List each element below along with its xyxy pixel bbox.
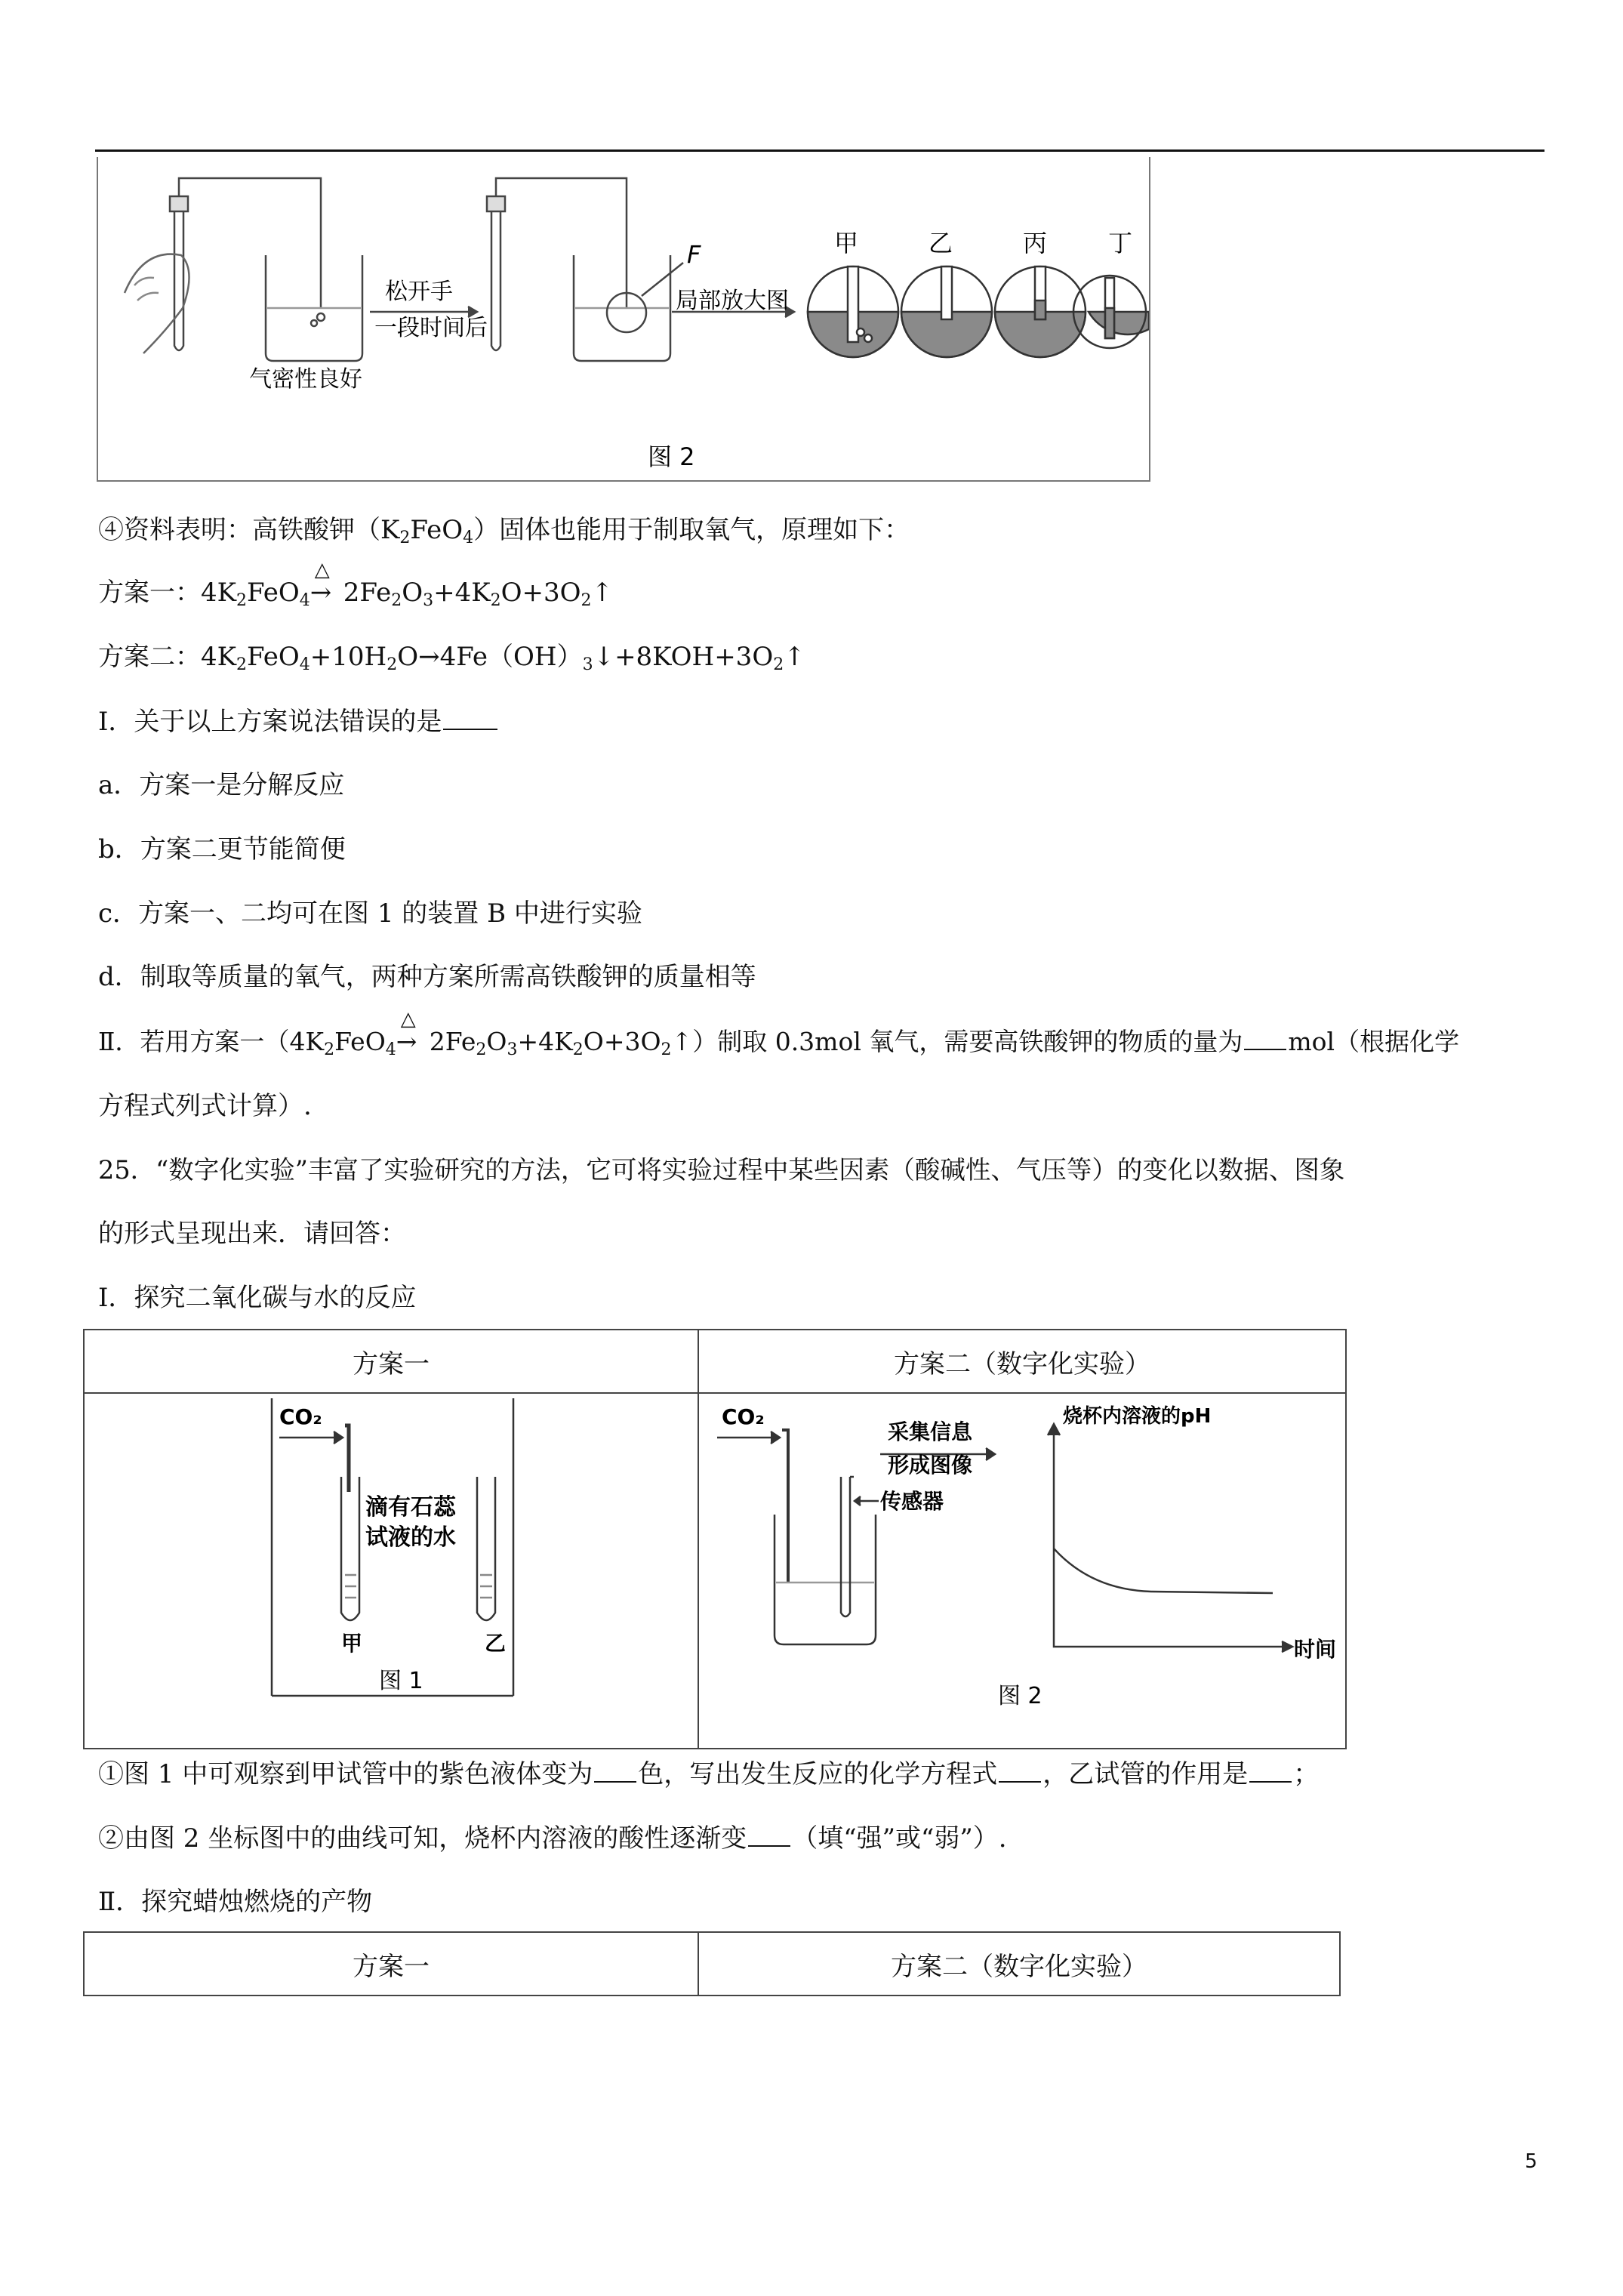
table1-head-left: 方案一 [84, 1330, 698, 1393]
litmus-label-2: 试液的水 [365, 1524, 456, 1551]
release-label-2: 一段时间后 [374, 315, 488, 341]
section-2-title: Ⅱ．探究蜡烛燃烧的产物 [98, 1887, 373, 1917]
info-line: ④资料表明：高铁酸钾$(K_2FeO_4)$固体也能用于制取氧气，原理如下： [98, 515, 910, 547]
table-candle [83, 1931, 1341, 1996]
answer-blank-mol[interactable] [1244, 1026, 1286, 1050]
option-b: b．方案二更节能简便 [98, 834, 346, 864]
circle-label-jia: 甲 [834, 229, 859, 257]
circle-label-yi: 乙 [929, 229, 953, 257]
color-blank[interactable] [594, 1758, 636, 1783]
litmus-label-1: 滴有石蕊 [365, 1494, 456, 1521]
circle-bing [995, 267, 1086, 357]
option-c: c．方案一、二均可在图 1 的装置 B 中进行实验 [98, 898, 642, 929]
magnify-label: 局部放大图 [676, 288, 789, 314]
co2-label-right: CO₂ [722, 1404, 765, 1429]
tube-jia-label: 甲 [341, 1631, 363, 1656]
figure-2-caption: 图 2 [648, 442, 695, 471]
section-1-title: Ⅰ．探究二氧化碳与水的反应 [98, 1283, 417, 1313]
question-25-cont: 的形式呈现出来．请回答： [98, 1219, 406, 1249]
question-1: Ⅰ．关于以上方案说法错误的是 [98, 705, 499, 738]
sensor-label: 传感器 [880, 1489, 944, 1514]
release-label-1: 松开手 [385, 279, 453, 305]
equation-blank[interactable] [999, 1758, 1041, 1783]
co2-label-left: CO₂ [279, 1404, 322, 1429]
tube-yi-label: 乙 [485, 1631, 507, 1656]
circle-label-bing: 丙 [1023, 229, 1048, 257]
page-number: 5 [1525, 2150, 1538, 2173]
figure-2-drawing [98, 157, 1149, 480]
plan-2-equation: 方案二：$4K_2FeO_4+10H_2O\to 4Fe(OH)_3↓+8KOH+3O_2↑$ [98, 642, 805, 674]
answer-blank[interactable] [443, 706, 497, 730]
circle-yi [901, 267, 992, 357]
time-axis-label: 时间 [1294, 1637, 1337, 1662]
table2-head-right: 方案二（数字化实验） [698, 1932, 1340, 1996]
collect-label-1: 采集信息 [888, 1419, 973, 1444]
collect-label-2: 形成图像 [888, 1453, 973, 1478]
acidity-blank[interactable] [748, 1823, 790, 1847]
option-d: d．制取等质量的氧气，两种方案所需高铁酸钾的质量相等 [98, 962, 756, 992]
table1-figure-2 [699, 1394, 1345, 1741]
table1-head-right: 方案二（数字化实验） [698, 1330, 1346, 1393]
question-2-cont: 方程式列式计算）. [98, 1091, 312, 1121]
answer-2: ②由图 2 坐标图中的曲线可知，烧杯内溶液的酸性逐渐变 （填“强”或“弱”）. [98, 1823, 1007, 1854]
option-a: a．方案一是分解反应 [98, 770, 345, 800]
table-co2-water [83, 1329, 1347, 1749]
circle-jia [808, 267, 898, 357]
figure-2-apparatus [97, 157, 1150, 482]
question-2: Ⅱ．若用方案一（$4K_2FeO_4$ △ → $2Fe_2O_3+4K_2O+3O_2↑$）制取 0.3mol 氧气，需要高铁酸钾的物质的量为 mol（根据化学 [98, 1008, 1460, 1059]
circle-label-ding: 丁 [1108, 229, 1133, 257]
figure-2-caption-table: 图 2 [998, 1683, 1042, 1709]
plan-1-equation: 方案一：$4K_2FeO_4$ △ → $2Fe_2O_3+4K_2O+3O_2↑$ [98, 559, 614, 610]
answer-1: ①图 1 中可观察到甲试管中的紫色液体变为 色，写出发生反应的化学方程式 ，乙试管的作用是 ； [98, 1759, 1320, 1789]
header-rule [95, 149, 1544, 152]
ph-axis-label: 烧杯内溶液的pH [1063, 1405, 1212, 1428]
purpose-blank[interactable] [1249, 1758, 1292, 1783]
table1-figure-1 [85, 1394, 698, 1741]
airtight-label: 气密性良好 [249, 366, 362, 393]
figure-1-caption: 图 1 [379, 1668, 423, 1694]
table2-head-left: 方案一 [84, 1932, 698, 1996]
question-25: 25．“数字化实验”丰富了实验研究的方法，它可将实验过程中某些因素（酸碱性、气压等）的变化以数据、图象 [98, 1155, 1345, 1185]
point-f-label: F [687, 240, 701, 269]
